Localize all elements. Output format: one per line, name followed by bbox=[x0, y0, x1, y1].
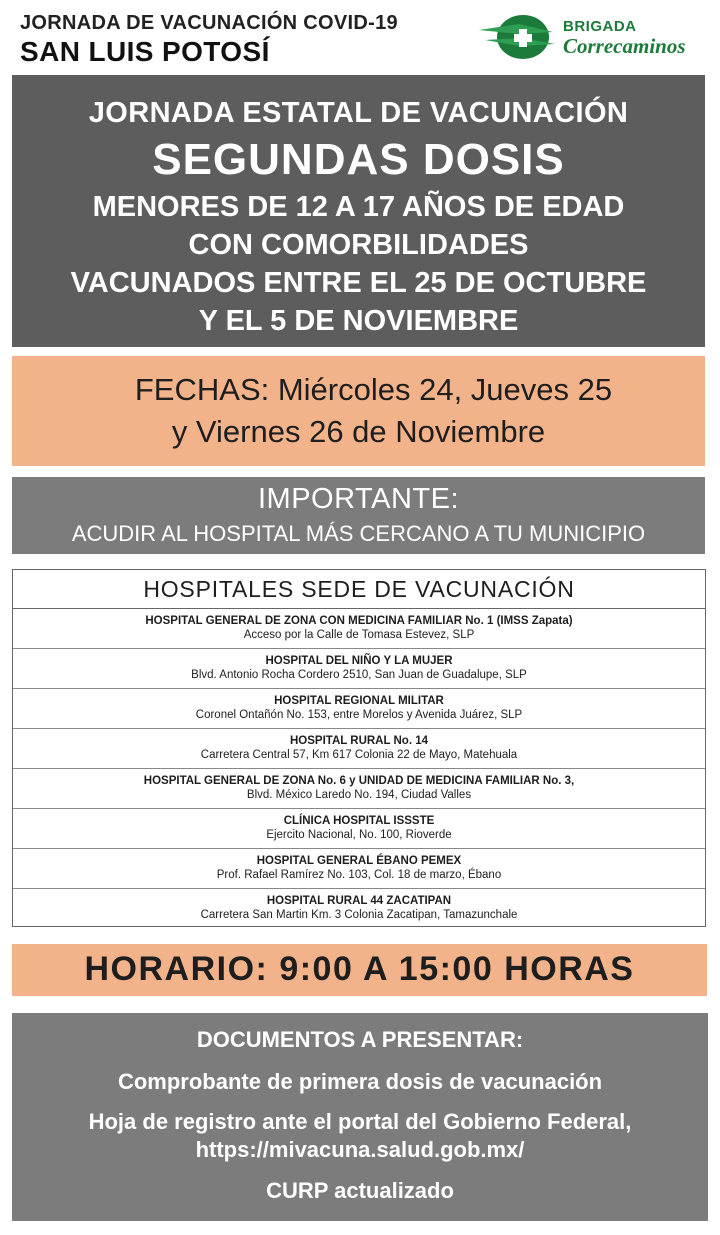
campaign-period-1: VACUNADOS ENTRE EL 25 DE OCTUBRE bbox=[70, 267, 647, 299]
header-state: SAN LUIS POTOSÍ bbox=[20, 36, 270, 67]
hospital-address: Carretera San Martin Km. 3 Colonia Zacatipan, Tamazunchale bbox=[200, 909, 518, 921]
header-title: JORNADA DE VACUNACIÓN COVID-19 bbox=[20, 12, 398, 34]
logo-correcaminos-text: Correcaminos bbox=[563, 34, 686, 58]
table-row bbox=[13, 649, 705, 689]
hospital-address: Acceso por la Calle de Tomasa Estevez, SLP bbox=[243, 629, 475, 641]
table-row bbox=[13, 689, 705, 729]
hospital-address: Prof. Rafael Ramírez No. 103, Col. 18 de marzo, Ébano bbox=[216, 869, 502, 881]
documents-banner bbox=[12, 1013, 708, 1221]
table-row bbox=[13, 769, 705, 809]
documents-title: DOCUMENTOS A PRESENTAR: bbox=[196, 1027, 524, 1052]
hospital-name: HOSPITAL RURAL 44 ZACATIPAN bbox=[266, 895, 452, 907]
document-item-2-url: https://mivacuna.salud.gob.mx/ bbox=[195, 1137, 525, 1162]
hospital-name: CLÍNICA HOSPITAL ISSSTE bbox=[283, 815, 435, 827]
important-banner bbox=[12, 477, 705, 554]
hospital-address: Ejercito Nacional, No. 100, Rioverde bbox=[266, 829, 452, 841]
table-row bbox=[13, 609, 705, 649]
campaign-banner bbox=[12, 75, 705, 347]
document-item-3: CURP actualizado bbox=[266, 1178, 454, 1203]
hospital-address: Coronel Ontañón No. 153, entre Morelos y Avenida Juárez, SLP bbox=[195, 709, 523, 721]
campaign-condition: CON COMORBILIDADES bbox=[188, 229, 529, 261]
important-text: ACUDIR AL HOSPITAL MÁS CERCANO A TU MUNICIPIO bbox=[71, 521, 646, 546]
campaign-dose: SEGUNDAS DOSIS bbox=[152, 135, 565, 184]
hospital-address: Carretera Central 57, Km 617 Colonia 22 de Mayo, Matehuala bbox=[200, 749, 518, 761]
roadrunner-icon bbox=[475, 10, 561, 64]
hospital-address: Blvd. México Laredo No. 194, Ciudad Valles bbox=[246, 789, 472, 801]
hospital-name: HOSPITAL GENERAL DE ZONA CON MEDICINA FAMILIAR No. 1 (IMSS Zapata) bbox=[145, 615, 573, 627]
schedule-text: HORARIO: 9:00 A 15:00 HORAS bbox=[84, 950, 635, 988]
dates-line-2: y Viernes 26 de Noviembre bbox=[171, 414, 546, 449]
table-row bbox=[13, 809, 705, 849]
hospital-name: HOSPITAL REGIONAL MILITAR bbox=[274, 695, 444, 707]
campaign-period-2: Y EL 5 DE NOVIEMBRE bbox=[198, 305, 519, 337]
table-row bbox=[13, 889, 705, 929]
hospital-name: HOSPITAL DEL NIÑO Y LA MUJER bbox=[265, 655, 453, 667]
important-title: IMPORTANTE: bbox=[258, 483, 459, 515]
hospital-name: HOSPITAL RURAL No. 14 bbox=[289, 735, 429, 747]
hospitals-title: HOSPITALES SEDE DE VACUNACIÓN bbox=[13, 570, 705, 609]
dates-line-1: FECHAS: Miércoles 24, Jueves 25 bbox=[134, 372, 613, 407]
table-row bbox=[13, 849, 705, 889]
header bbox=[20, 8, 700, 70]
campaign-title: JORNADA ESTATAL DE VACUNACIÓN bbox=[88, 97, 629, 129]
table-row bbox=[13, 729, 705, 769]
logo-brigada-text: BRIGADA bbox=[563, 18, 637, 35]
brigada-logo bbox=[475, 10, 705, 64]
hospital-name: HOSPITAL GENERAL DE ZONA No. 6 y UNIDAD DE MEDICINA FAMILIAR No. 3, bbox=[143, 775, 575, 787]
document-item-1: Comprobante de primera dosis de vacunación bbox=[117, 1069, 603, 1094]
campaign-age: MENORES DE 12 A 17 AÑOS DE EDAD bbox=[92, 191, 625, 223]
schedule-banner bbox=[12, 944, 707, 996]
hospital-name: HOSPITAL GENERAL ÉBANO PEMEX bbox=[256, 855, 462, 867]
hospitals-table bbox=[12, 569, 706, 927]
dates-banner bbox=[12, 356, 705, 466]
hospital-address: Blvd. Antonio Rocha Cordero 2510, San Juan de Guadalupe, SLP bbox=[191, 669, 527, 681]
document-item-2-line-1: Hoja de registro ante el portal del Gobierno Federal, bbox=[88, 1109, 632, 1134]
